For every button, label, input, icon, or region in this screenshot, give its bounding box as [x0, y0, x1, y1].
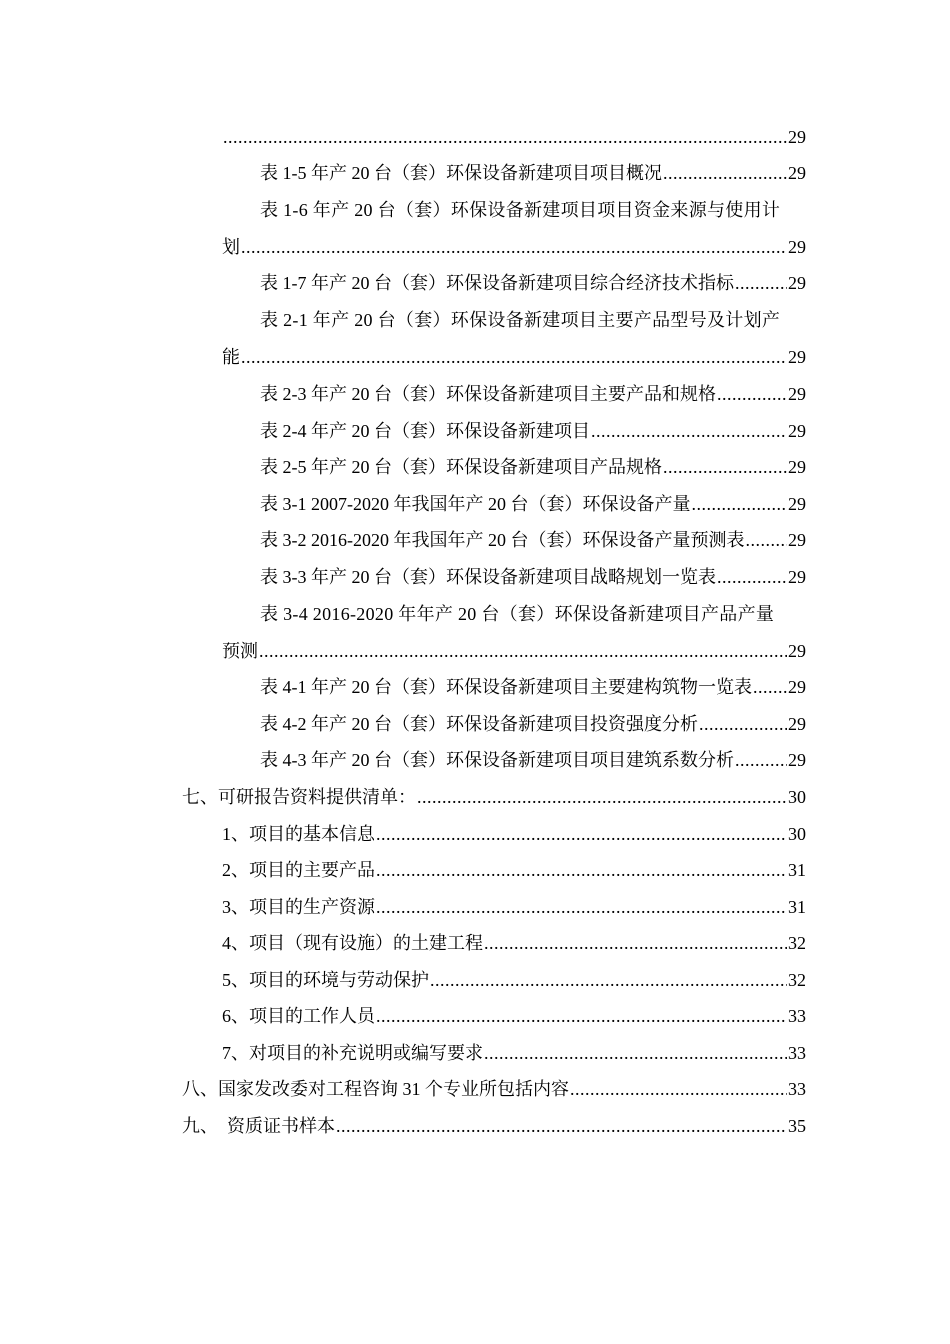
- toc-entry[interactable]: [260, 452, 806, 482]
- toc-entry[interactable]: [222, 965, 806, 995]
- toc-page-number: 33: [788, 1006, 806, 1026]
- leader-dots: [591, 416, 787, 446]
- leader-dots: [430, 965, 787, 995]
- leader-dots: [336, 1111, 787, 1141]
- toc-entry[interactable]: [222, 1038, 806, 1068]
- toc-entry-text: 5、项目的环境与劳动保护: [222, 970, 429, 990]
- leader-dots: [484, 928, 787, 958]
- leader-dots: [753, 672, 787, 702]
- toc-entry-text: 表 1-7 年产 20 台（套）环保设备新建项目综合经济技术指标: [260, 273, 734, 293]
- toc-page-number: 29: [788, 421, 806, 441]
- toc-entry-text: 表 3-3 年产 20 台（套）环保设备新建项目战略规划一览表: [260, 567, 716, 587]
- toc-entry-text: 6、项目的工作人员: [222, 1006, 375, 1026]
- toc-page-number: 29: [788, 273, 806, 293]
- toc-entry[interactable]: [222, 1001, 806, 1031]
- toc-entry-text: 表 2-5 年产 20 台（套）环保设备新建项目产品规格: [260, 457, 662, 477]
- toc-page-number: 29: [788, 677, 806, 697]
- toc-entry[interactable]: [260, 416, 806, 446]
- toc-entry-first-line[interactable]: [260, 305, 806, 335]
- toc-page-number: 29: [788, 384, 806, 404]
- toc-page-number: 30: [788, 824, 806, 844]
- toc-entry[interactable]: [222, 855, 806, 885]
- toc-page-number: 29: [788, 347, 806, 367]
- toc-entry-text: 表 3-1 2007-2020 年我国年产 20 台（套）环保设备产量: [260, 494, 691, 514]
- toc-entry-text: 表 4-1 年产 20 台（套）环保设备新建项目主要建构筑物一览表: [260, 677, 752, 697]
- leader-dots: [699, 709, 787, 739]
- toc-entry[interactable]: [260, 709, 806, 739]
- toc-entry-section[interactable]: [182, 1111, 806, 1141]
- toc-page-number: 33: [788, 1079, 806, 1099]
- toc-page-number: 29: [788, 750, 806, 770]
- toc-page-number: 29: [788, 567, 806, 587]
- leader-dots: [735, 268, 787, 298]
- leader-dots: [717, 379, 787, 409]
- toc-entry-text: 表 4-2 年产 20 台（套）环保设备新建项目投资强度分析: [260, 714, 698, 734]
- toc-entry[interactable]: [260, 379, 806, 409]
- toc-entry[interactable]: [260, 745, 806, 775]
- toc-entry-continuation[interactable]: [222, 232, 806, 262]
- toc-entry-text: 八、国家发改委对工程咨询 31 个专业所包括内容: [182, 1079, 569, 1099]
- toc-page-number: 29: [788, 714, 806, 734]
- leader-dots: [223, 122, 787, 152]
- toc-entry-text-continued: 预测: [222, 641, 258, 661]
- toc-page-number: 32: [788, 970, 806, 990]
- toc-entry-text: 表 3-4 2016-2020 年年产 20 台（套）环保设备新建项目产品产量: [260, 604, 775, 624]
- toc-entry-text: 表 2-1 年产 20 台（套）环保设备新建项目主要产品型号及计划产: [260, 310, 781, 330]
- leader-dots: [376, 819, 787, 849]
- toc-page-number: 35: [788, 1116, 806, 1136]
- toc-entry[interactable]: [260, 525, 806, 555]
- leader-dots: [692, 489, 788, 519]
- toc-entry[interactable]: [222, 892, 806, 922]
- leader-dots: [663, 452, 787, 482]
- leader-dots: [241, 232, 787, 262]
- toc-entry-section[interactable]: [182, 782, 806, 812]
- toc-entry-text: 7、对项目的补充说明或编写要求: [222, 1043, 483, 1063]
- toc-entry-text: 2、项目的主要产品: [222, 860, 375, 880]
- toc-entry[interactable]: [260, 489, 806, 519]
- toc-page-number: 29: [788, 237, 806, 257]
- toc-entry-text: 表 1-6 年产 20 台（套）环保设备新建项目项目资金来源与使用计: [260, 200, 781, 220]
- toc-entry-section[interactable]: [182, 1074, 806, 1104]
- leader-dots: [484, 1038, 787, 1068]
- toc-entry[interactable]: [260, 268, 806, 298]
- toc-entry-text-continued: 能: [222, 347, 240, 367]
- toc-entry[interactable]: [260, 158, 806, 188]
- toc-entry-text: 3、项目的生产资源: [222, 897, 375, 917]
- toc-entry-first-line[interactable]: [260, 195, 806, 225]
- toc-entry-text: 表 3-2 2016-2020 年我国年产 20 台（套）环保设备产量预测表: [260, 530, 745, 550]
- leader-dots: [376, 892, 787, 922]
- toc-entry-continuation[interactable]: [222, 342, 806, 372]
- toc-entry-text: 表 2-3 年产 20 台（套）环保设备新建项目主要产品和规格: [260, 384, 716, 404]
- leader-dots: [376, 855, 787, 885]
- toc-page-number: 29: [788, 163, 806, 183]
- toc-entry-text: 七、可研报告资料提供清单：: [182, 787, 416, 807]
- toc-entry-text: 九、 资质证书样本: [182, 1116, 335, 1136]
- toc-entry[interactable]: [260, 672, 806, 702]
- toc-entry-text: 表 2-4 年产 20 台（套）环保设备新建项目: [260, 421, 590, 441]
- toc-entry-text: 4、项目（现有设施）的土建工程: [222, 933, 483, 953]
- toc-page-number: 30: [788, 787, 806, 807]
- toc-page-number: 31: [788, 860, 806, 880]
- leader-dots: [417, 782, 787, 812]
- toc-page-number: 29: [788, 494, 806, 514]
- toc-page-number: 32: [788, 933, 806, 953]
- toc-entry-first-line[interactable]: [260, 599, 806, 629]
- toc-entry-text-continued: 划: [222, 237, 240, 257]
- toc-entry[interactable]: [222, 819, 806, 849]
- leader-dots: [735, 745, 787, 775]
- toc-entry[interactable]: [260, 562, 806, 592]
- toc-entry[interactable]: [222, 122, 806, 152]
- toc-page-number: 29: [788, 127, 806, 147]
- toc-entry[interactable]: [222, 928, 806, 958]
- toc-entry-text: 表 4-3 年产 20 台（套）环保设备新建项目项目建筑系数分析: [260, 750, 734, 770]
- toc-page-number: 29: [788, 530, 806, 550]
- leader-dots: [259, 636, 787, 666]
- leader-dots: [746, 525, 788, 555]
- toc-page-number: 31: [788, 897, 806, 917]
- toc-page-number: 29: [788, 641, 806, 661]
- toc-entry-text: 1、项目的基本信息: [222, 824, 375, 844]
- leader-dots: [717, 562, 787, 592]
- toc-page-number: 33: [788, 1043, 806, 1063]
- leader-dots: [663, 158, 787, 188]
- leader-dots: [376, 1001, 787, 1031]
- toc-entry-text: 表 1-5 年产 20 台（套）环保设备新建项目项目概况: [260, 163, 662, 183]
- toc-page-number: 29: [788, 457, 806, 477]
- leader-dots: [241, 342, 787, 372]
- toc-entry-continuation[interactable]: [222, 636, 806, 666]
- leader-dots: [570, 1074, 787, 1104]
